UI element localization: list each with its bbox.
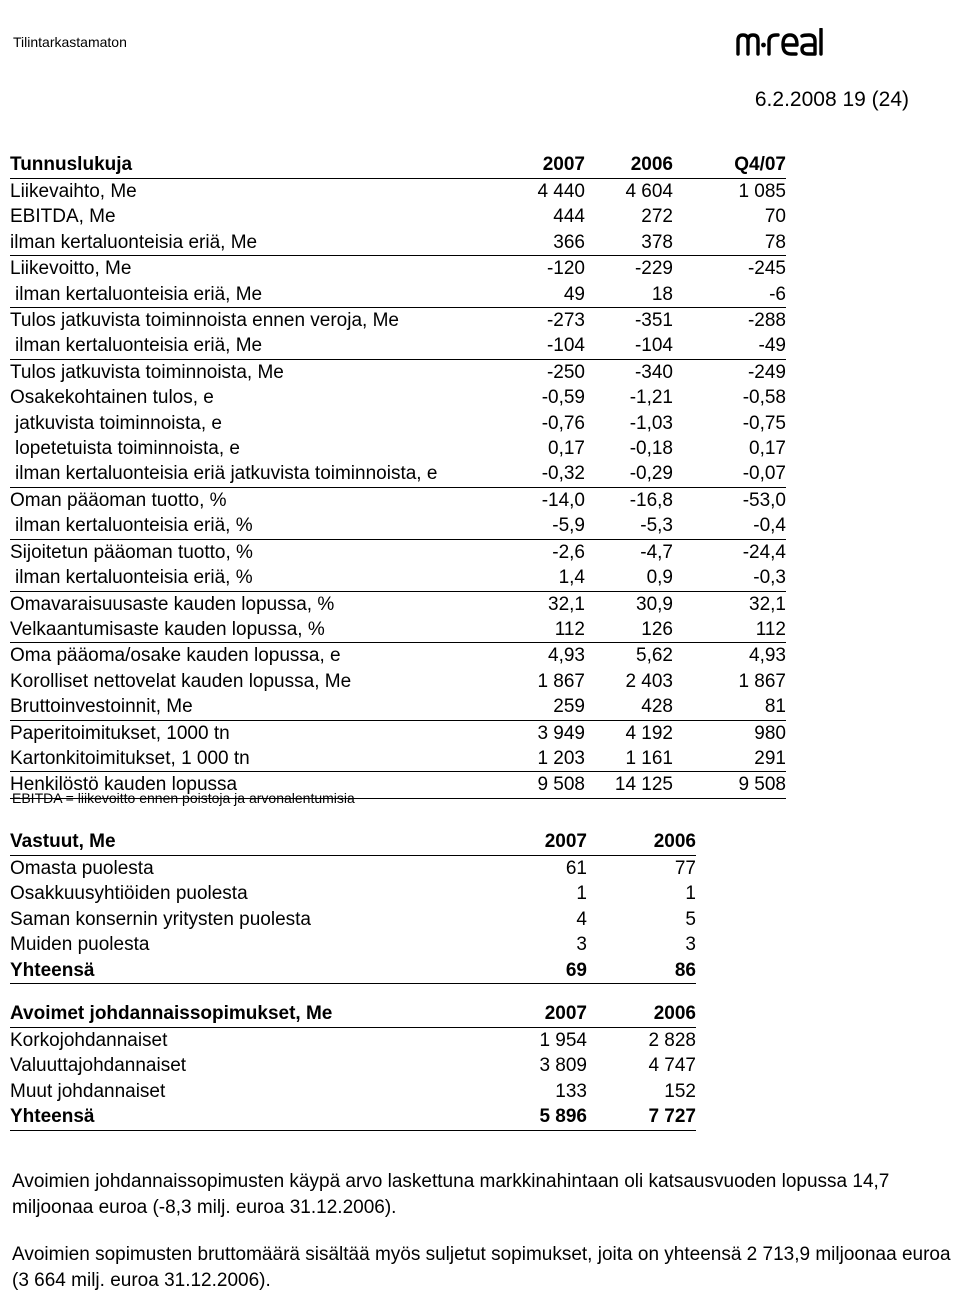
key-figures-row-value: -14,0 bbox=[541, 489, 585, 511]
key-figures-row-label: Tulos jatkuvista toiminnoista ennen veroja, Me bbox=[10, 310, 399, 332]
commitments-total-row bbox=[10, 958, 696, 984]
key-figures-row-label: Velkaantumisaste kauden lopussa, % bbox=[10, 617, 505, 643]
key-figures-row-value: 4,93 bbox=[749, 645, 786, 667]
key-figures-row bbox=[10, 230, 786, 256]
key-figures-row-value: 1 867 bbox=[537, 670, 585, 692]
key-figures-row bbox=[10, 385, 786, 410]
derivatives-header-row bbox=[10, 1001, 696, 1028]
key-figures-row bbox=[10, 461, 786, 487]
key-figures-row-value: 18 bbox=[585, 282, 673, 308]
key-figures-row bbox=[10, 617, 786, 643]
key-figures-row-value: 1 161 bbox=[585, 746, 673, 772]
key-figures-row-value: -1,03 bbox=[629, 412, 673, 434]
key-figures-row bbox=[10, 591, 786, 617]
key-figures-title: Tunnuslukuja bbox=[10, 152, 505, 179]
derivatives-row-value: 2 828 bbox=[648, 1030, 696, 1051]
derivatives-row bbox=[10, 1028, 696, 1054]
commitments-row-label: Osakkuusyhtiöiden puolesta bbox=[10, 883, 248, 905]
key-figures-row-value: -53,0 bbox=[742, 489, 786, 511]
commitments-row-value: 1 bbox=[685, 883, 696, 905]
commitments-row-value: 77 bbox=[674, 858, 696, 879]
key-figures-row-value: -0,07 bbox=[673, 461, 786, 487]
key-figures-row-label: lopetetuista toiminnoista, e bbox=[15, 438, 240, 460]
key-figures-row bbox=[10, 282, 786, 308]
key-figures-row-label: Henkilöstö kauden lopussa bbox=[10, 772, 505, 798]
derivatives-total-value: 7 727 bbox=[587, 1104, 696, 1130]
commitments-row-value: 5 bbox=[685, 908, 696, 930]
key-figures-row-value: 5,62 bbox=[636, 645, 673, 667]
key-figures-row-value: -288 bbox=[747, 310, 786, 332]
key-figures-row bbox=[10, 539, 786, 565]
commitments-row-label: Muiden puolesta bbox=[10, 934, 150, 956]
key-figures-row-value: 1 085 bbox=[738, 181, 786, 202]
key-figures-row-label: Tulos jatkuvista toiminnoista, Me bbox=[10, 361, 284, 383]
key-figures-row-value: -351 bbox=[634, 310, 673, 332]
key-figures-column-header: Q4/07 bbox=[673, 152, 786, 179]
key-figures-row-value: -104 bbox=[585, 333, 673, 359]
commitments-title: Vastuut, Me bbox=[10, 829, 505, 856]
key-figures-row-value: -5,9 bbox=[505, 513, 585, 539]
derivatives-total-label: Yhteensä bbox=[10, 1104, 505, 1130]
derivatives-row-label: Muut johdannaiset bbox=[10, 1080, 166, 1102]
key-figures-row-value: -16,8 bbox=[629, 489, 673, 511]
key-figures-row-value: 81 bbox=[673, 694, 786, 720]
key-figures-row-value: 32,1 bbox=[749, 593, 786, 615]
key-figures-row bbox=[10, 333, 786, 359]
key-figures-row-value: 259 bbox=[505, 694, 585, 720]
key-figures-row-label: EBITDA, Me bbox=[10, 206, 116, 228]
derivatives-row-value: 133 bbox=[555, 1080, 587, 1102]
key-figures-row bbox=[10, 643, 786, 669]
key-figures-row-label: Osakekohtainen tulos, e bbox=[10, 387, 214, 409]
document-status: Tilintarkastamaton bbox=[13, 34, 127, 50]
key-figures-row-value: 4,93 bbox=[548, 645, 585, 667]
key-figures-row-value: -0,4 bbox=[673, 513, 786, 539]
derivatives-total-value: 5 896 bbox=[505, 1104, 587, 1130]
key-figures-row-value: 366 bbox=[505, 230, 585, 256]
derivatives-title: Avoimet johdannaissopimukset, Me bbox=[10, 1001, 505, 1028]
key-figures-row-value: 49 bbox=[505, 282, 585, 308]
key-figures-row bbox=[10, 487, 786, 513]
key-figures-row bbox=[10, 746, 786, 772]
key-figures-row-value: -49 bbox=[673, 333, 786, 359]
commitments-column-header: 2006 bbox=[587, 829, 696, 856]
key-figures-row-value: 2 403 bbox=[625, 670, 673, 692]
derivatives-total-row bbox=[10, 1104, 696, 1130]
key-figures-row-value: -0,32 bbox=[505, 461, 585, 487]
key-figures-row-value: -120 bbox=[546, 258, 585, 280]
commitments-total-value: 86 bbox=[587, 958, 696, 984]
key-figures-row-value: 70 bbox=[764, 206, 786, 228]
commitments-total-value: 69 bbox=[505, 958, 587, 984]
key-figures-row-label: ilman kertaluonteisia eriä, Me bbox=[10, 333, 505, 359]
key-figures-row-value: -0,76 bbox=[541, 412, 585, 434]
derivatives-row bbox=[10, 1053, 696, 1078]
key-figures-column-header: 2006 bbox=[585, 152, 673, 179]
derivatives-row-value: 152 bbox=[664, 1080, 696, 1102]
key-figures-row bbox=[10, 359, 786, 385]
key-figures-row bbox=[10, 669, 786, 694]
key-figures-row-value: -340 bbox=[634, 361, 673, 383]
commitments-total-label: Yhteensä bbox=[10, 958, 505, 984]
derivatives-row-label: Korkojohdannaiset bbox=[10, 1030, 168, 1051]
key-figures-row-value: -2,6 bbox=[552, 541, 585, 563]
key-figures-row-value: 3 949 bbox=[537, 722, 585, 744]
key-figures-row-value: -0,59 bbox=[541, 387, 585, 409]
key-figures-row-label: Oma pääoma/osake kauden lopussa, e bbox=[10, 645, 341, 667]
key-figures-row bbox=[10, 256, 786, 282]
key-figures-row-value: 291 bbox=[673, 746, 786, 772]
key-figures-row bbox=[10, 720, 786, 746]
page-date-and-number: 6.2.2008 19 (24) bbox=[754, 88, 909, 111]
key-figures-row-value: 32,1 bbox=[548, 593, 585, 615]
commitments-table bbox=[10, 829, 696, 984]
key-figures-row-value: 126 bbox=[585, 617, 673, 643]
key-figures-row-value: 14 125 bbox=[585, 772, 673, 798]
key-figures-row-label: Oman pääoman tuotto, % bbox=[10, 489, 227, 511]
commitments-row-value: 61 bbox=[565, 858, 587, 879]
derivatives-row-value: 3 809 bbox=[539, 1055, 587, 1077]
commitments-row bbox=[10, 907, 696, 932]
key-figures-row-value: -0,3 bbox=[673, 565, 786, 591]
key-figures-row-label: Kartonkitoimitukset, 1 000 tn bbox=[10, 746, 505, 772]
commitments-row bbox=[10, 856, 696, 882]
key-figures-row-value: -249 bbox=[747, 361, 786, 383]
derivatives-row-value: 4 747 bbox=[648, 1055, 696, 1077]
commitments-column-header: 2007 bbox=[505, 829, 587, 856]
key-figures-row-value: 0,17 bbox=[749, 438, 786, 460]
gross-amount-paragraph: Avoimien sopimusten bruttomäärä sisältää myös suljetut sopimukset, joita on yhteensä 2 713,9 miljoonaa euroa (3 664 milj. euroa 31.12.2006). bbox=[12, 1244, 951, 1291]
key-figures-row-value: 30,9 bbox=[636, 593, 673, 615]
key-figures-row-label: Paperitoimitukset, 1000 tn bbox=[10, 722, 230, 744]
key-figures-row-value: 1 203 bbox=[505, 746, 585, 772]
key-figures-row bbox=[10, 565, 786, 591]
key-figures-row-value: -0,75 bbox=[742, 412, 786, 434]
key-figures-column-header: 2007 bbox=[505, 152, 585, 179]
key-figures-row-value: 9 508 bbox=[673, 772, 786, 798]
key-figures-row-value: -273 bbox=[546, 310, 585, 332]
key-figures-row-value: 112 bbox=[673, 617, 786, 643]
key-figures-row-value: 428 bbox=[585, 694, 673, 720]
commitments-row-value: 3 bbox=[576, 934, 587, 956]
key-figures-row-label: jatkuvista toiminnoista, e bbox=[15, 412, 222, 434]
key-figures-row-label: Korolliset nettovelat kauden lopussa, Me bbox=[10, 670, 352, 692]
key-figures-row-value: 4 604 bbox=[625, 181, 673, 202]
key-figures-header-row bbox=[10, 152, 786, 179]
key-figures-row-value: 1 867 bbox=[738, 670, 786, 692]
key-figures-row bbox=[10, 694, 786, 720]
key-figures-row-label: ilman kertaluonteisia eriä, Me bbox=[10, 230, 505, 256]
derivatives-table bbox=[10, 1001, 696, 1131]
key-figures-row-label: ilman kertaluonteisia eriä jatkuvista toiminnoista, e bbox=[10, 461, 505, 487]
key-figures-row-value: 444 bbox=[553, 206, 585, 228]
key-figures-row-label: Bruttoinvestoinnit, Me bbox=[10, 694, 505, 720]
key-figures-row-value: 272 bbox=[641, 206, 673, 228]
key-figures-row bbox=[10, 179, 786, 205]
key-figures-row bbox=[10, 308, 786, 334]
key-figures-row-value: -1,21 bbox=[629, 387, 673, 409]
derivatives-column-header: 2007 bbox=[505, 1001, 587, 1028]
derivatives-column-header: 2006 bbox=[587, 1001, 696, 1028]
key-figures-row-value: -0,18 bbox=[629, 438, 673, 460]
key-figures-row-value: -250 bbox=[546, 361, 585, 383]
commitments-row-label: Omasta puolesta bbox=[10, 858, 154, 879]
key-figures-row-value: 112 bbox=[505, 617, 585, 643]
key-figures-row bbox=[10, 411, 786, 436]
key-figures-table bbox=[10, 152, 786, 799]
key-figures-row-label: ilman kertaluonteisia eriä, Me bbox=[10, 282, 505, 308]
key-figures-row bbox=[10, 513, 786, 539]
key-figures-row bbox=[10, 204, 786, 229]
key-figures-row-value: -0,58 bbox=[742, 387, 786, 409]
commitments-row-label: Saman konsernin yritysten puolesta bbox=[10, 908, 311, 930]
commitments-header-row bbox=[10, 829, 696, 856]
derivatives-row-label: Valuuttajohdannaiset bbox=[10, 1055, 187, 1077]
commitments-row-value: 1 bbox=[576, 883, 587, 905]
key-figures-row-value: -0,29 bbox=[585, 461, 673, 487]
key-figures-row-value: 9 508 bbox=[505, 772, 585, 798]
key-figures-row-label: ilman kertaluonteisia eriä, % bbox=[10, 513, 505, 539]
key-figures-row-value: -24,4 bbox=[742, 541, 786, 563]
key-figures-row-value: -229 bbox=[634, 258, 673, 280]
key-figures-row-label: Liikevoitto, Me bbox=[10, 258, 132, 280]
key-figures-row-value: 78 bbox=[673, 230, 786, 256]
key-figures-row-value: -245 bbox=[747, 258, 786, 280]
commitments-row-value: 4 bbox=[576, 908, 587, 930]
key-figures-row-value: 4 440 bbox=[537, 181, 585, 202]
key-figures-row-label: Liikevaihto, Me bbox=[10, 181, 137, 202]
key-figures-row-value: 0,9 bbox=[585, 565, 673, 591]
key-figures-row-value: 1,4 bbox=[505, 565, 585, 591]
key-figures-row-label: Sijoitetun pääoman tuotto, % bbox=[10, 541, 253, 563]
commitments-row bbox=[10, 932, 696, 957]
key-figures-row-value: 980 bbox=[754, 722, 786, 744]
key-figures-row-value: 4 192 bbox=[625, 722, 673, 744]
derivatives-row bbox=[10, 1079, 696, 1104]
key-figures-row-value: -4,7 bbox=[640, 541, 673, 563]
key-figures-row bbox=[10, 436, 786, 461]
commitments-row-value: 3 bbox=[685, 934, 696, 956]
derivatives-row-value: 1 954 bbox=[539, 1030, 587, 1051]
fair-value-paragraph: Avoimien johdannaissopimusten käypä arvo laskettuna markkinahintaan oli katsausvuoden lopussa 14,7 miljoonaa euroa (-8,3 milj. euroa 31.12.2006). bbox=[12, 1171, 890, 1218]
key-figures-row-value: -6 bbox=[673, 282, 786, 308]
key-figures-row-label: Omavaraisuusaste kauden lopussa, % bbox=[10, 593, 335, 615]
key-figures-row-label: ilman kertaluonteisia eriä, % bbox=[10, 565, 505, 591]
commitments-row bbox=[10, 881, 696, 906]
ebitda-footnote: EBITDA = liikevoitto ennen poistoja ja arvonalentumisia bbox=[12, 790, 355, 806]
key-figures-row-value: -104 bbox=[505, 333, 585, 359]
key-figures-row-value: 0,17 bbox=[548, 438, 585, 460]
company-logo bbox=[735, 28, 855, 58]
key-figures-row-value: -5,3 bbox=[585, 513, 673, 539]
key-figures-row-value: 378 bbox=[585, 230, 673, 256]
